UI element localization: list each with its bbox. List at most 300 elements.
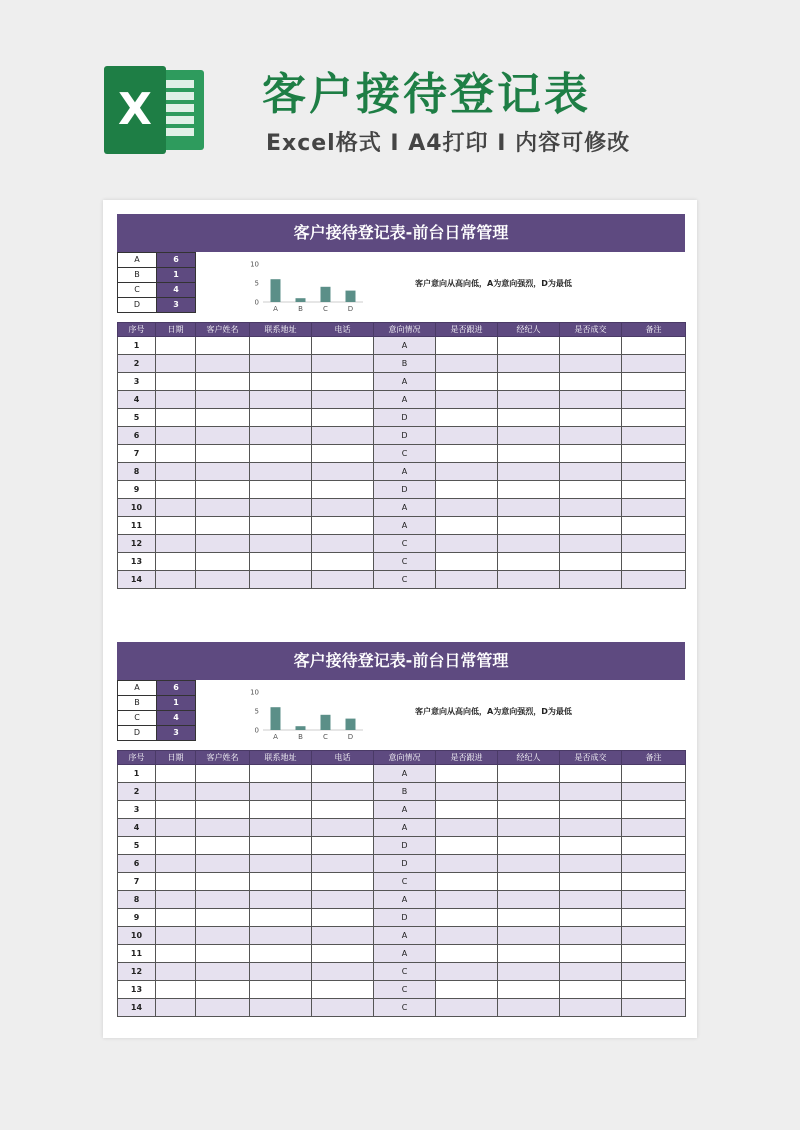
table-cell[interactable] [560, 927, 622, 945]
table-cell[interactable] [196, 981, 250, 999]
table-cell[interactable] [312, 373, 374, 391]
table-cell[interactable] [498, 463, 560, 481]
row-number-cell[interactable]: 13 [118, 553, 156, 571]
table-cell[interactable] [560, 499, 622, 517]
table-cell[interactable] [196, 517, 250, 535]
table-cell[interactable] [312, 337, 374, 355]
table-cell[interactable] [436, 517, 498, 535]
table-cell[interactable] [156, 427, 196, 445]
row-number-cell[interactable]: 10 [118, 927, 156, 945]
table-cell[interactable] [250, 837, 312, 855]
table-cell[interactable] [250, 409, 312, 427]
table-cell[interactable] [560, 891, 622, 909]
table-cell[interactable] [622, 837, 686, 855]
table-cell[interactable] [622, 819, 686, 837]
table-cell[interactable] [250, 517, 312, 535]
table-cell[interactable] [436, 571, 498, 589]
table-cell[interactable] [312, 355, 374, 373]
table-cell[interactable] [622, 783, 686, 801]
table-cell[interactable] [436, 891, 498, 909]
table-cell[interactable] [156, 909, 196, 927]
table-cell[interactable] [196, 801, 250, 819]
table-cell[interactable] [436, 945, 498, 963]
table-cell[interactable] [312, 801, 374, 819]
table-cell[interactable] [156, 337, 196, 355]
table-cell[interactable] [156, 445, 196, 463]
table-cell[interactable] [196, 963, 250, 981]
table-cell[interactable] [498, 927, 560, 945]
table-cell[interactable] [250, 355, 312, 373]
table-cell[interactable] [498, 355, 560, 373]
table-cell[interactable] [622, 427, 686, 445]
table-cell[interactable] [250, 571, 312, 589]
table-cell[interactable] [560, 837, 622, 855]
table-cell[interactable] [436, 837, 498, 855]
table-cell[interactable] [312, 445, 374, 463]
table-cell[interactable] [250, 427, 312, 445]
table-cell[interactable] [560, 553, 622, 571]
table-cell[interactable] [196, 999, 250, 1017]
table-cell[interactable] [312, 783, 374, 801]
table-cell[interactable] [156, 535, 196, 553]
table-cell[interactable] [560, 765, 622, 783]
table-cell[interactable] [622, 571, 686, 589]
table-cell[interactable] [196, 855, 250, 873]
table-cell[interactable] [250, 873, 312, 891]
table-cell[interactable] [156, 963, 196, 981]
table-cell[interactable] [156, 999, 196, 1017]
table-cell[interactable] [560, 783, 622, 801]
row-number-cell[interactable]: 14 [118, 999, 156, 1017]
intent-cell[interactable]: A [374, 463, 436, 481]
table-cell[interactable] [560, 963, 622, 981]
intent-cell[interactable]: A [374, 337, 436, 355]
table-cell[interactable] [622, 535, 686, 553]
intent-cell[interactable]: B [374, 355, 436, 373]
table-cell[interactable] [312, 463, 374, 481]
column-header: 联系地址 [250, 323, 312, 337]
bar-D [346, 291, 356, 302]
table-cell[interactable] [560, 801, 622, 819]
intent-cell[interactable]: A [374, 927, 436, 945]
table-cell[interactable] [312, 765, 374, 783]
table-cell[interactable] [156, 481, 196, 499]
table-cell[interactable] [250, 463, 312, 481]
table-cell[interactable] [498, 963, 560, 981]
table-cell[interactable] [250, 927, 312, 945]
intent-cell[interactable]: C [374, 445, 436, 463]
table-cell[interactable] [250, 945, 312, 963]
intent-cell[interactable]: A [374, 945, 436, 963]
table-cell[interactable] [156, 553, 196, 571]
table-cell[interactable] [622, 909, 686, 927]
table-cell[interactable] [196, 927, 250, 945]
table-cell[interactable] [436, 819, 498, 837]
table-cell[interactable] [622, 481, 686, 499]
table-cell[interactable] [156, 355, 196, 373]
table-cell[interactable] [196, 481, 250, 499]
table-cell[interactable] [156, 463, 196, 481]
row-number-cell[interactable]: 3 [118, 801, 156, 819]
table-cell[interactable] [622, 927, 686, 945]
table-cell[interactable] [622, 765, 686, 783]
table-row [118, 909, 686, 927]
intent-cell[interactable]: C [374, 535, 436, 553]
table-cell[interactable] [312, 391, 374, 409]
table-cell[interactable] [622, 981, 686, 999]
table-cell[interactable] [436, 999, 498, 1017]
table-cell[interactable] [498, 373, 560, 391]
table-cell[interactable] [196, 909, 250, 927]
table-cell[interactable] [622, 873, 686, 891]
grade-label: B [118, 268, 157, 283]
table-cell[interactable] [436, 373, 498, 391]
table-cell[interactable] [622, 855, 686, 873]
row-number-cell[interactable]: 12 [118, 963, 156, 981]
table-cell[interactable] [498, 499, 560, 517]
table-cell[interactable] [156, 517, 196, 535]
table-cell[interactable] [156, 855, 196, 873]
intent-cell[interactable]: C [374, 571, 436, 589]
table-cell[interactable] [622, 337, 686, 355]
table-cell[interactable] [622, 391, 686, 409]
x-tick-label: A [273, 733, 278, 741]
table-cell[interactable] [560, 373, 622, 391]
row-number-cell[interactable]: 1 [118, 765, 156, 783]
table-cell[interactable] [250, 999, 312, 1017]
table-cell[interactable] [622, 963, 686, 981]
table-cell[interactable] [196, 873, 250, 891]
table-cell[interactable] [560, 855, 622, 873]
table-cell[interactable] [560, 873, 622, 891]
table-cell[interactable] [622, 945, 686, 963]
table-cell[interactable] [250, 963, 312, 981]
table-cell[interactable] [560, 409, 622, 427]
table-cell[interactable] [250, 855, 312, 873]
table-cell[interactable] [560, 463, 622, 481]
table-cell[interactable] [560, 517, 622, 535]
table-cell[interactable] [436, 981, 498, 999]
table-cell[interactable] [622, 801, 686, 819]
table-cell[interactable] [436, 873, 498, 891]
table-cell[interactable] [196, 355, 250, 373]
table-cell[interactable] [498, 571, 560, 589]
bar-A [271, 279, 281, 302]
table-cell[interactable] [196, 891, 250, 909]
table-cell[interactable] [560, 535, 622, 553]
table-cell[interactable] [156, 765, 196, 783]
table-cell[interactable] [436, 783, 498, 801]
table-cell[interactable] [498, 855, 560, 873]
table-cell[interactable] [312, 891, 374, 909]
table-cell[interactable] [498, 765, 560, 783]
x-tick-label: C [323, 305, 328, 313]
table-cell[interactable] [196, 945, 250, 963]
x-tick-label: A [273, 305, 278, 313]
table-cell[interactable] [560, 355, 622, 373]
table-cell[interactable] [312, 981, 374, 999]
table-cell[interactable] [250, 481, 312, 499]
table-cell[interactable] [498, 891, 560, 909]
table-cell[interactable] [312, 999, 374, 1017]
table-cell[interactable] [312, 517, 374, 535]
row-number-cell[interactable]: 11 [118, 945, 156, 963]
row-number-cell[interactable]: 5 [118, 409, 156, 427]
table-cell[interactable] [436, 355, 498, 373]
table-cell[interactable] [196, 535, 250, 553]
table-cell[interactable] [498, 909, 560, 927]
table-cell[interactable] [436, 927, 498, 945]
intent-cell[interactable]: D [374, 427, 436, 445]
table-cell[interactable] [498, 391, 560, 409]
intent-cell[interactable]: A [374, 765, 436, 783]
row-number-cell[interactable]: 2 [118, 355, 156, 373]
table-cell[interactable] [312, 927, 374, 945]
table-cell[interactable] [196, 427, 250, 445]
table-cell[interactable] [622, 445, 686, 463]
row-number-cell[interactable]: 7 [118, 873, 156, 891]
table-cell[interactable] [436, 963, 498, 981]
y-tick-label: 10 [250, 260, 259, 269]
table-cell[interactable] [498, 427, 560, 445]
reception-table [117, 322, 686, 589]
table-cell[interactable] [436, 409, 498, 427]
row-number-cell[interactable]: 4 [118, 819, 156, 837]
row-number-cell[interactable]: 5 [118, 837, 156, 855]
table-cell[interactable] [196, 337, 250, 355]
table-cell[interactable] [560, 427, 622, 445]
table-cell[interactable] [312, 409, 374, 427]
grade-count: 3 [157, 298, 196, 313]
table-cell[interactable] [156, 409, 196, 427]
table-cell[interactable] [196, 553, 250, 571]
table-cell[interactable] [436, 481, 498, 499]
table-cell[interactable] [250, 535, 312, 553]
table-cell[interactable] [436, 801, 498, 819]
table-cell[interactable] [436, 499, 498, 517]
row-number-cell[interactable]: 6 [118, 855, 156, 873]
table-cell[interactable] [312, 571, 374, 589]
table-cell[interactable] [436, 391, 498, 409]
row-number-cell[interactable]: 11 [118, 517, 156, 535]
table-cell[interactable] [498, 553, 560, 571]
table-cell[interactable] [156, 571, 196, 589]
row-number-cell[interactable]: 10 [118, 499, 156, 517]
table-cell[interactable] [436, 337, 498, 355]
row-number-cell[interactable]: 8 [118, 463, 156, 481]
table-cell[interactable] [250, 553, 312, 571]
table-cell[interactable] [498, 981, 560, 999]
table-cell[interactable] [196, 463, 250, 481]
bar-B [296, 298, 306, 302]
table-cell[interactable] [250, 373, 312, 391]
table-cell[interactable] [156, 837, 196, 855]
table-cell[interactable] [560, 337, 622, 355]
table-cell[interactable] [312, 837, 374, 855]
intent-cell[interactable]: B [374, 783, 436, 801]
table-cell[interactable] [498, 837, 560, 855]
table-cell[interactable] [622, 409, 686, 427]
table-cell[interactable] [498, 801, 560, 819]
table-cell[interactable] [436, 427, 498, 445]
table-cell[interactable] [156, 873, 196, 891]
table-cell[interactable] [436, 553, 498, 571]
table-cell[interactable] [312, 553, 374, 571]
table-cell[interactable] [312, 945, 374, 963]
table-cell[interactable] [196, 819, 250, 837]
row-number-cell[interactable]: 7 [118, 445, 156, 463]
row-number-cell[interactable]: 2 [118, 783, 156, 801]
table-cell[interactable] [196, 445, 250, 463]
table-cell[interactable] [560, 481, 622, 499]
table-cell[interactable] [156, 927, 196, 945]
table-cell[interactable] [156, 945, 196, 963]
table-cell[interactable] [560, 999, 622, 1017]
table-cell[interactable] [560, 819, 622, 837]
table-cell[interactable] [560, 391, 622, 409]
table-cell[interactable] [250, 819, 312, 837]
table-cell[interactable] [156, 891, 196, 909]
table-cell[interactable] [312, 963, 374, 981]
table-cell[interactable] [622, 517, 686, 535]
intent-cell[interactable]: D [374, 481, 436, 499]
intent-cell[interactable]: D [374, 909, 436, 927]
row-number-cell[interactable]: 3 [118, 373, 156, 391]
table-cell[interactable] [622, 999, 686, 1017]
table-cell[interactable] [196, 837, 250, 855]
table-cell[interactable] [436, 463, 498, 481]
table-cell[interactable] [436, 765, 498, 783]
row-number-cell[interactable]: 1 [118, 337, 156, 355]
row-number-cell[interactable]: 12 [118, 535, 156, 553]
table-cell[interactable] [498, 481, 560, 499]
table-cell[interactable] [312, 909, 374, 927]
table-cell[interactable] [250, 499, 312, 517]
table-cell[interactable] [250, 981, 312, 999]
table-cell[interactable] [498, 945, 560, 963]
row-number-cell[interactable]: 6 [118, 427, 156, 445]
intent-cell[interactable]: D [374, 409, 436, 427]
table-cell[interactable] [436, 855, 498, 873]
row-number-cell[interactable]: 9 [118, 909, 156, 927]
table-row [118, 927, 686, 945]
table-cell[interactable] [196, 783, 250, 801]
table-cell[interactable] [312, 427, 374, 445]
table-cell[interactable] [196, 499, 250, 517]
table-cell[interactable] [156, 783, 196, 801]
intent-cell[interactable]: A [374, 517, 436, 535]
intent-cell[interactable]: D [374, 855, 436, 873]
row-number-cell[interactable]: 8 [118, 891, 156, 909]
table-cell[interactable] [498, 445, 560, 463]
intent-cell[interactable]: C [374, 981, 436, 999]
intent-cell[interactable]: C [374, 553, 436, 571]
table-cell[interactable] [498, 999, 560, 1017]
table-cell[interactable] [156, 499, 196, 517]
intent-cell[interactable]: A [374, 499, 436, 517]
table-cell[interactable] [156, 819, 196, 837]
table-cell[interactable] [312, 499, 374, 517]
table-cell[interactable] [196, 571, 250, 589]
table-cell[interactable] [560, 909, 622, 927]
table-cell[interactable] [498, 535, 560, 553]
table-cell[interactable] [622, 463, 686, 481]
table-cell[interactable] [560, 445, 622, 463]
intent-cell[interactable]: D [374, 837, 436, 855]
table-cell[interactable] [312, 855, 374, 873]
row-number-cell[interactable]: 9 [118, 481, 156, 499]
table-cell[interactable] [498, 517, 560, 535]
table-cell[interactable] [436, 909, 498, 927]
table-cell[interactable] [250, 909, 312, 927]
row-number-cell[interactable]: 4 [118, 391, 156, 409]
table-cell[interactable] [436, 445, 498, 463]
table-cell[interactable] [622, 891, 686, 909]
logo-letter: X [104, 66, 166, 154]
table-cell[interactable] [312, 819, 374, 837]
intent-cell[interactable]: A [374, 801, 436, 819]
column-header: 意向情况 [374, 751, 436, 765]
intent-cell[interactable]: C [374, 999, 436, 1017]
table-cell[interactable] [196, 765, 250, 783]
table-row [118, 337, 686, 355]
table-cell[interactable] [250, 391, 312, 409]
table-cell[interactable] [196, 391, 250, 409]
bar-C [321, 287, 331, 302]
intent-cell[interactable]: A [374, 891, 436, 909]
intent-cell[interactable]: A [374, 391, 436, 409]
table-cell[interactable] [498, 819, 560, 837]
table-cell[interactable] [196, 409, 250, 427]
table-cell[interactable] [250, 445, 312, 463]
table-cell[interactable] [156, 801, 196, 819]
table-cell[interactable] [250, 765, 312, 783]
table-cell[interactable] [196, 373, 250, 391]
table-cell[interactable] [560, 945, 622, 963]
intent-cell[interactable]: A [374, 373, 436, 391]
table-cell[interactable] [156, 373, 196, 391]
grade-label: B [118, 696, 157, 711]
table-cell[interactable] [622, 355, 686, 373]
intent-cell[interactable]: A [374, 819, 436, 837]
table-cell[interactable] [560, 981, 622, 999]
table-cell[interactable] [498, 783, 560, 801]
table-cell[interactable] [560, 571, 622, 589]
table-cell[interactable] [156, 391, 196, 409]
intent-cell[interactable]: C [374, 873, 436, 891]
table-cell[interactable] [622, 373, 686, 391]
row-number-cell[interactable]: 13 [118, 981, 156, 999]
table-cell[interactable] [498, 337, 560, 355]
table-cell[interactable] [312, 873, 374, 891]
table-cell[interactable] [250, 801, 312, 819]
intent-cell[interactable]: C [374, 963, 436, 981]
table-cell[interactable] [498, 873, 560, 891]
table-cell[interactable] [498, 409, 560, 427]
table-cell[interactable] [250, 891, 312, 909]
table-cell[interactable] [312, 481, 374, 499]
table-cell[interactable] [622, 553, 686, 571]
table-cell[interactable] [250, 783, 312, 801]
table-cell[interactable] [436, 535, 498, 553]
table-cell[interactable] [622, 499, 686, 517]
table-cell[interactable] [250, 337, 312, 355]
column-header: 日期 [156, 323, 196, 337]
row-number-cell[interactable]: 14 [118, 571, 156, 589]
table-cell[interactable] [156, 981, 196, 999]
table-cell[interactable] [312, 535, 374, 553]
column-header: 经纪人 [498, 323, 560, 337]
